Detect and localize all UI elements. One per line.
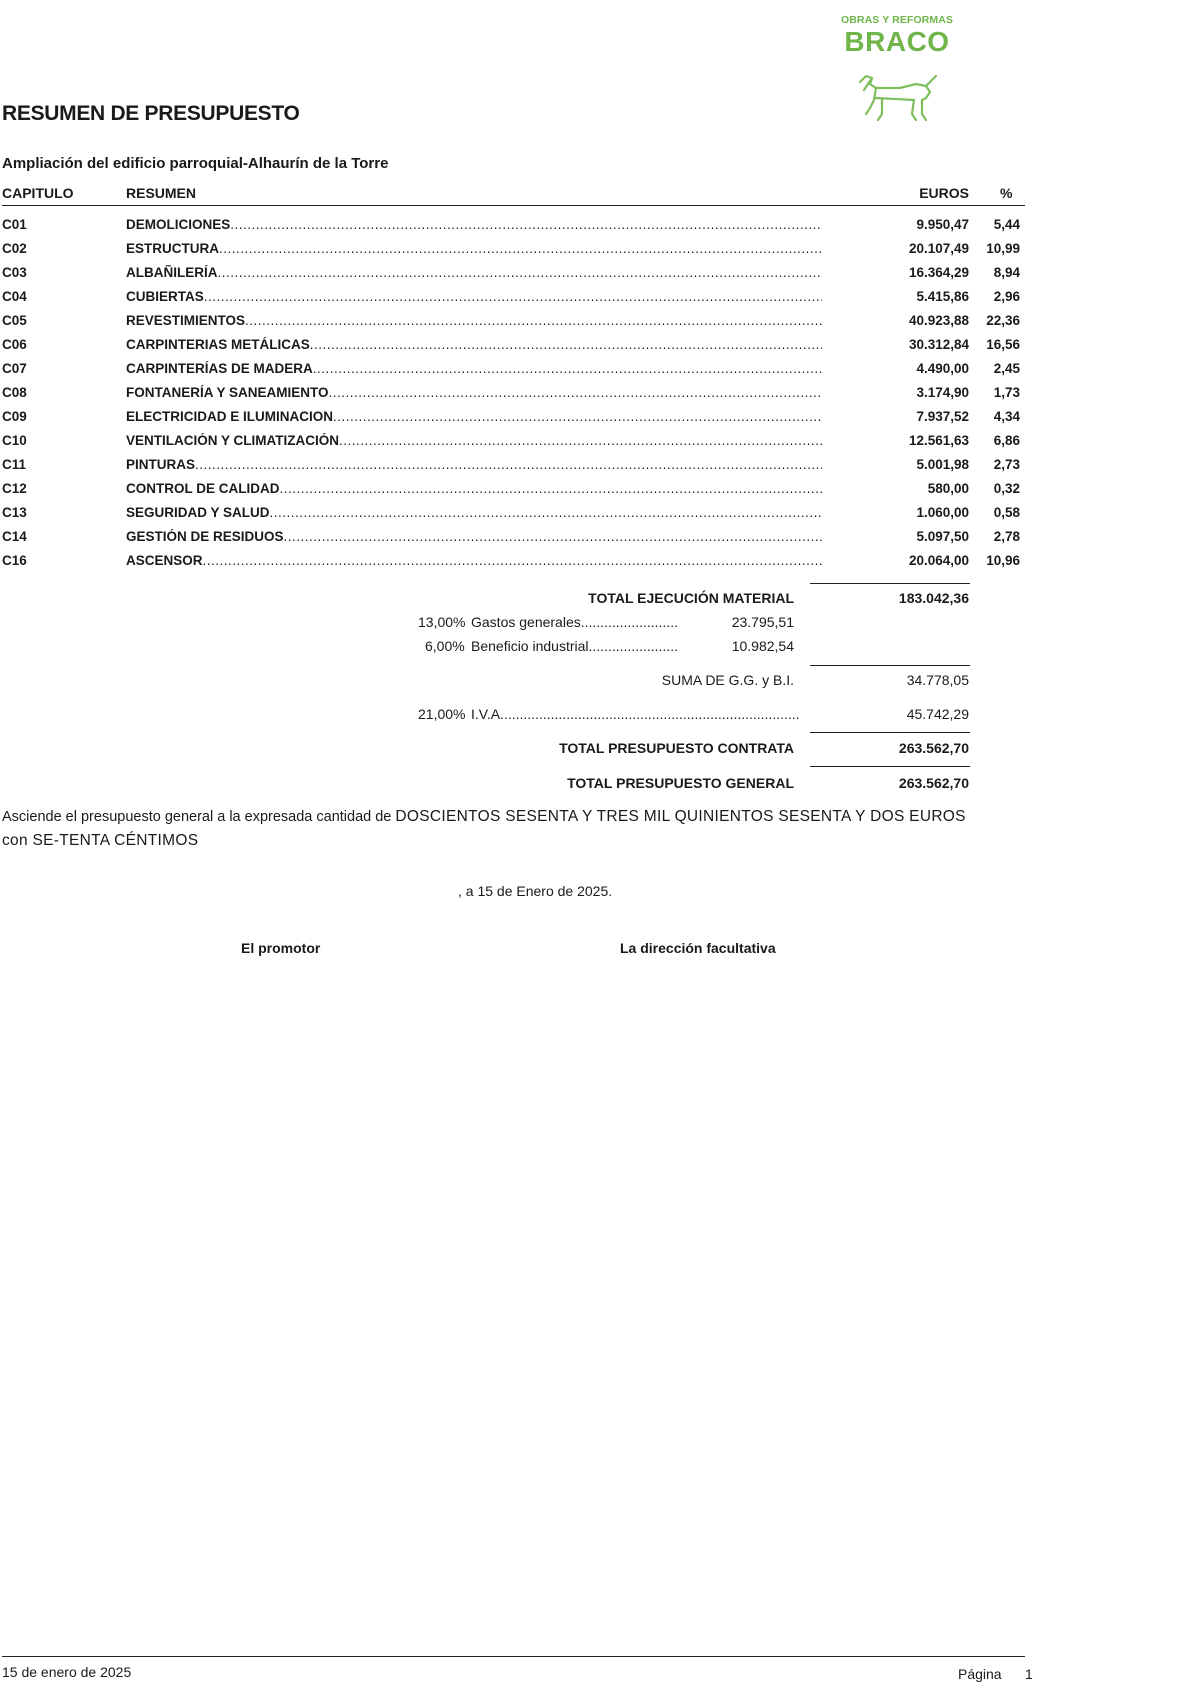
contrata-total-value: 263.562,70 bbox=[898, 740, 969, 756]
row-percent: 1,73 bbox=[993, 385, 1020, 400]
row-percent: 0,58 bbox=[993, 505, 1020, 520]
row-name: ALBAÑILERÍA ..... bbox=[126, 265, 822, 280]
row-euros: 20.107,49 bbox=[908, 241, 969, 256]
row-code: C13 bbox=[2, 505, 27, 520]
bi-value: 10.982,54 bbox=[731, 638, 794, 654]
row-name: ASCENSOR ..... bbox=[126, 553, 822, 568]
iva-percent: 21,00% bbox=[418, 706, 466, 722]
row-code: C08 bbox=[2, 385, 27, 400]
row-code: C04 bbox=[2, 289, 27, 304]
row-code: C05 bbox=[2, 313, 27, 328]
page-title: RESUMEN DE PRESUPUESTO bbox=[2, 102, 300, 125]
row-percent: 2,73 bbox=[993, 457, 1020, 472]
row-name: REVESTIMIENTOS ..... bbox=[126, 313, 822, 328]
dog-icon bbox=[856, 68, 940, 124]
row-euros: 5.097,50 bbox=[916, 529, 969, 544]
gg-label: Gastos generales ..... bbox=[471, 614, 679, 630]
general-total-label: TOTAL PRESUPUESTO GENERAL bbox=[567, 775, 794, 791]
table-row bbox=[0, 385, 1030, 409]
material-total-value: 183.042,36 bbox=[898, 590, 969, 606]
iva-percent-value: 21,00 bbox=[418, 706, 454, 722]
row-code: C12 bbox=[2, 481, 27, 496]
table-row bbox=[0, 481, 1030, 505]
footer-divider bbox=[2, 1656, 1025, 1657]
table-row bbox=[0, 529, 1030, 553]
row-percent: 4,34 bbox=[993, 409, 1020, 424]
footer-page-number: 1 bbox=[1025, 1666, 1033, 1682]
row-name: CUBIERTAS ..... bbox=[126, 289, 822, 304]
table-row bbox=[0, 217, 1030, 241]
suma-label: SUMA DE G.G. y B.I. bbox=[661, 672, 794, 688]
row-percent: 5,44 bbox=[993, 217, 1020, 232]
table-row bbox=[0, 241, 1030, 265]
row-euros: 5.001,98 bbox=[916, 457, 969, 472]
contrata-total-label: TOTAL PRESUPUESTO CONTRATA bbox=[559, 740, 794, 756]
row-code: C09 bbox=[2, 409, 27, 424]
table-row bbox=[0, 337, 1030, 361]
row-euros: 4.490,00 bbox=[916, 361, 969, 376]
table-row bbox=[0, 505, 1030, 529]
row-euros: 16.364,29 bbox=[908, 265, 969, 280]
amount-in-words: DOSCIENTOS SESENTA Y TRES MIL QUINIENTOS SESENTA Y DOS EUROS con SE-TENTA CÉNTIMOS bbox=[2, 808, 966, 849]
table-row bbox=[0, 313, 1030, 337]
row-name: GESTIÓN DE RESIDUOS ..... bbox=[126, 529, 822, 544]
table-row bbox=[0, 265, 1030, 289]
table-row bbox=[0, 433, 1030, 457]
signature-direction: La dirección facultativa bbox=[620, 940, 776, 956]
row-name: DEMOLICIONES ..... bbox=[126, 217, 822, 232]
header-euros: EUROS bbox=[919, 185, 969, 201]
general-divider bbox=[810, 766, 970, 767]
row-code: C01 bbox=[2, 217, 27, 232]
bi-percent: 6,00% bbox=[425, 638, 465, 654]
row-name: CARPINTERÍAS DE MADERA ..... bbox=[126, 361, 822, 376]
table-row bbox=[0, 457, 1030, 481]
row-name: FONTANERÍA Y SANEAMIENTO ..... bbox=[126, 385, 822, 400]
logo-brand: BRACO bbox=[844, 26, 950, 57]
row-euros: 30.312,84 bbox=[908, 337, 969, 352]
row-percent: 10,99 bbox=[986, 241, 1020, 256]
header-chapter: CAPITULO bbox=[2, 185, 74, 201]
row-name: ESTRUCTURA ..... bbox=[126, 241, 822, 256]
header-divider bbox=[2, 205, 1025, 206]
gg-value: 23.795,51 bbox=[731, 614, 794, 630]
row-name: CONTROL DE CALIDAD ..... bbox=[126, 481, 822, 496]
row-name: PINTURAS ..... bbox=[126, 457, 822, 472]
material-total-label: TOTAL EJECUCIÓN MATERIAL bbox=[588, 590, 794, 606]
row-percent: 2,45 bbox=[993, 361, 1020, 376]
row-percent: 16,56 bbox=[986, 337, 1020, 352]
row-code: C06 bbox=[2, 337, 27, 352]
table-row bbox=[0, 409, 1030, 433]
row-euros: 580,00 bbox=[927, 481, 969, 496]
row-euros: 3.174,90 bbox=[916, 385, 969, 400]
footer-page-label: Página bbox=[958, 1666, 1002, 1682]
row-percent: 8,94 bbox=[993, 265, 1020, 280]
row-code: C03 bbox=[2, 265, 27, 280]
row-percent: 2,78 bbox=[993, 529, 1020, 544]
row-percent: 6,86 bbox=[993, 433, 1020, 448]
row-name: SEGURIDAD Y SALUD ..... bbox=[126, 505, 822, 520]
row-euros: 5.415,86 bbox=[916, 289, 969, 304]
statement-prefix: Asciende el presupuesto general a la expresada cantidad de bbox=[2, 809, 392, 825]
row-euros: 1.060,00 bbox=[916, 505, 969, 520]
gg-percent: 13,00% bbox=[418, 614, 466, 630]
contrata-divider bbox=[810, 732, 970, 733]
row-euros: 7.937,52 bbox=[916, 409, 969, 424]
table-row bbox=[0, 553, 1030, 577]
row-euros: 40.923,88 bbox=[908, 313, 969, 328]
row-euros: 12.561,63 bbox=[908, 433, 969, 448]
header-summary: RESUMEN bbox=[126, 185, 197, 201]
signature-promoter: El promotor bbox=[241, 940, 321, 956]
row-euros: 9.950,47 bbox=[916, 217, 969, 232]
amount-statement bbox=[2, 805, 977, 853]
table-row bbox=[0, 289, 1030, 313]
row-percent: 22,36 bbox=[986, 313, 1020, 328]
row-name: VENTILACIÓN Y CLIMATIZACIÓN ..... bbox=[126, 433, 822, 448]
general-total-value: 263.562,70 bbox=[898, 775, 969, 791]
suma-divider bbox=[810, 665, 970, 666]
place-date: , a 15 de Enero de 2025. bbox=[458, 883, 613, 899]
iva-label: I.V.A. ..... bbox=[471, 706, 799, 722]
table-row bbox=[0, 361, 1030, 385]
suma-value: 34.778,05 bbox=[906, 672, 969, 688]
row-euros: 20.064,00 bbox=[908, 553, 969, 568]
project-name: Ampliación del edificio parroquial-Alhaurín de la Torre bbox=[2, 155, 389, 172]
row-code: C11 bbox=[2, 457, 27, 472]
row-name: CARPINTERIAS METÁLICAS ..... bbox=[126, 337, 822, 352]
row-percent: 0,32 bbox=[993, 481, 1020, 496]
row-percent: 2,96 bbox=[993, 289, 1020, 304]
row-code: C14 bbox=[2, 529, 27, 544]
row-code: C16 bbox=[2, 553, 27, 568]
header-percent: % bbox=[1000, 185, 1013, 201]
logo-tagline: OBRAS Y REFORMAS bbox=[840, 14, 954, 26]
gg-percent-value: 13,00 bbox=[418, 614, 454, 630]
footer-date: 15 de enero de 2025 bbox=[2, 1664, 132, 1680]
row-code: C07 bbox=[2, 361, 27, 376]
row-percent: 10,96 bbox=[986, 553, 1020, 568]
material-divider bbox=[810, 583, 970, 584]
row-code: C02 bbox=[2, 241, 27, 256]
bi-percent-value: 6,00 bbox=[425, 638, 453, 654]
iva-value: 45.742,29 bbox=[906, 706, 969, 722]
bi-label: Beneficio industrial ..... bbox=[471, 638, 679, 654]
company-logo bbox=[836, 14, 958, 120]
row-code: C10 bbox=[2, 433, 27, 448]
row-name: ELECTRICIDAD E ILUMINACION ..... bbox=[126, 409, 822, 424]
